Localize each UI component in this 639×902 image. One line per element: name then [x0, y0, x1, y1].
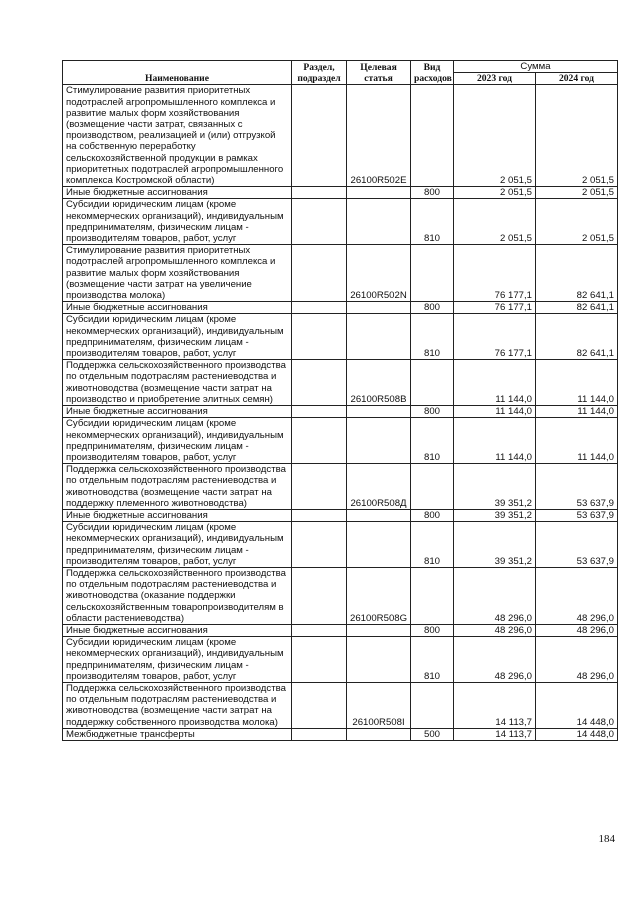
table-row: [63, 245, 618, 302]
row-2023: 11 144,0: [454, 418, 536, 464]
row-name: Иные бюджетные ассигнования: [63, 302, 292, 314]
row-type: [411, 85, 454, 187]
table-row: [63, 637, 618, 683]
row-target: 26100R502N: [347, 245, 411, 302]
row-target: 26100R502E: [347, 85, 411, 187]
row-2024: 48 296,0: [536, 624, 618, 636]
row-target: [347, 624, 411, 636]
row-section: [292, 406, 347, 418]
row-section: [292, 314, 347, 360]
row-type: 800: [411, 624, 454, 636]
row-section: [292, 624, 347, 636]
row-2023: 48 296,0: [454, 624, 536, 636]
row-type: [411, 682, 454, 728]
row-2024: 48 296,0: [536, 637, 618, 683]
row-target: 26100R508B: [347, 360, 411, 406]
row-type: 800: [411, 509, 454, 521]
row-section: [292, 522, 347, 568]
row-section: [292, 567, 347, 624]
row-type: 800: [411, 187, 454, 199]
table-row: [63, 360, 618, 406]
row-section: [292, 302, 347, 314]
row-2024: 11 144,0: [536, 418, 618, 464]
row-type: [411, 360, 454, 406]
row-type: 500: [411, 728, 454, 740]
row-type: 810: [411, 637, 454, 683]
row-name: Поддержка сельскохозяйственного производства по отдельным подотраслям растениеводства и животноводства (возмещение части затрат на поддержку собственного производства молока): [63, 682, 292, 728]
row-2024: 53 637,9: [536, 509, 618, 521]
header-2024: 2024 год: [536, 73, 618, 85]
row-section: [292, 85, 347, 187]
header-type: Вид расходов: [411, 61, 454, 85]
row-2024: 2 051,5: [536, 187, 618, 199]
row-name: Иные бюджетные ассигнования: [63, 509, 292, 521]
header-name: Наименование: [63, 61, 292, 85]
table-header-row: [63, 61, 618, 73]
budget-table: [62, 60, 618, 741]
row-name: Субсидии юридическим лицам (кроме некоммерческих организаций), индивидуальным предпринимателям, физическим лицам - производителям товаров, работ, услуг: [63, 418, 292, 464]
row-type: [411, 464, 454, 510]
row-section: [292, 418, 347, 464]
row-type: 810: [411, 418, 454, 464]
row-2023: 76 177,1: [454, 314, 536, 360]
row-type: 810: [411, 314, 454, 360]
page-number: 184: [598, 833, 615, 845]
table-row: [63, 728, 618, 740]
row-target: [347, 406, 411, 418]
table-row: [63, 624, 618, 636]
row-2024: 53 637,9: [536, 464, 618, 510]
table-row: [63, 464, 618, 510]
row-type: [411, 245, 454, 302]
row-section: [292, 728, 347, 740]
row-2023: 2 051,5: [454, 199, 536, 245]
row-name: Межбюджетные трансферты: [63, 728, 292, 740]
row-2024: 14 448,0: [536, 728, 618, 740]
row-2024: 82 641,1: [536, 302, 618, 314]
row-target: [347, 187, 411, 199]
row-type: 810: [411, 199, 454, 245]
header-target: Целевая статья: [347, 61, 411, 85]
row-2023: 2 051,5: [454, 85, 536, 187]
header-section: Раздел, подраздел: [292, 61, 347, 85]
row-name: Субсидии юридическим лицам (кроме некоммерческих организаций), индивидуальным предпринимателям, физическим лицам - производителям товаров, работ, услуг: [63, 314, 292, 360]
row-2023: 11 144,0: [454, 406, 536, 418]
row-target: 26100R508I: [347, 682, 411, 728]
row-2023: 48 296,0: [454, 567, 536, 624]
row-target: [347, 314, 411, 360]
row-2023: 39 351,2: [454, 522, 536, 568]
row-2023: 76 177,1: [454, 245, 536, 302]
header-2023: 2023 год: [454, 73, 536, 85]
row-2024: 53 637,9: [536, 522, 618, 568]
row-2023: 14 113,7: [454, 682, 536, 728]
row-name: Иные бюджетные ассигнования: [63, 624, 292, 636]
table-row: [63, 567, 618, 624]
table-row: [63, 522, 618, 568]
row-section: [292, 187, 347, 199]
row-target: [347, 199, 411, 245]
header-sum: Сумма: [454, 61, 618, 73]
row-name: Стимулирование развития приоритетных подотраслей агропромышленного комплекса и развитие малых форм хозяйствования (возмещение части затрат, связанных с производством, реализацией и (или) отгрузкой на собственную переработку сельскохозяйственной продукции в рамках приоритетных подотраслей агропромышленного комплекса Костромской области): [63, 85, 292, 187]
row-target: [347, 509, 411, 521]
row-target: [347, 637, 411, 683]
row-name: Поддержка сельскохозяйственного производства по отдельным подотраслям растениеводства и животноводства (возмещение части затрат на поддержку племенного животноводства): [63, 464, 292, 510]
row-section: [292, 245, 347, 302]
row-name: Иные бюджетные ассигнования: [63, 187, 292, 199]
table-row: [63, 187, 618, 199]
row-target: [347, 522, 411, 568]
row-target: 26100R508G: [347, 567, 411, 624]
row-name: Поддержка сельскохозяйственного производства по отдельным подотраслям растениеводства и животноводства (оказание поддержки сельскохозяйственным товаропроизводителям в области растениеводства): [63, 567, 292, 624]
row-2024: 2 051,5: [536, 199, 618, 245]
row-section: [292, 360, 347, 406]
row-section: [292, 509, 347, 521]
row-name: Стимулирование развития приоритетных подотраслей агропромышленного комплекса и развитие малых форм хозяйствования (возмещение части затрат на увеличение производства молока): [63, 245, 292, 302]
row-section: [292, 199, 347, 245]
row-name: Субсидии юридическим лицам (кроме некоммерческих организаций), индивидуальным предпринимателям, физическим лицам - производителям товаров, работ, услуг: [63, 199, 292, 245]
table-body: [63, 85, 618, 741]
table-row: [63, 199, 618, 245]
row-name: Субсидии юридическим лицам (кроме некоммерческих организаций), индивидуальным предпринимателям, физическим лицам - производителям товаров, работ, услуг: [63, 522, 292, 568]
row-section: [292, 682, 347, 728]
row-section: [292, 637, 347, 683]
row-2024: 48 296,0: [536, 567, 618, 624]
table-row: [63, 85, 618, 187]
table-row: [63, 682, 618, 728]
row-2023: 14 113,7: [454, 728, 536, 740]
table-row: [63, 418, 618, 464]
row-type: 810: [411, 522, 454, 568]
row-type: [411, 567, 454, 624]
row-name: Субсидии юридическим лицам (кроме некоммерческих организаций), индивидуальным предпринимателям, физическим лицам - производителям товаров, работ, услуг: [63, 637, 292, 683]
table-row: [63, 302, 618, 314]
row-2024: 14 448,0: [536, 682, 618, 728]
row-2024: 82 641,1: [536, 245, 618, 302]
row-2024: 11 144,0: [536, 360, 618, 406]
row-2023: 2 051,5: [454, 187, 536, 199]
row-2023: 39 351,2: [454, 509, 536, 521]
row-name: Иные бюджетные ассигнования: [63, 406, 292, 418]
row-2024: 11 144,0: [536, 406, 618, 418]
row-target: [347, 302, 411, 314]
row-type: 800: [411, 406, 454, 418]
row-2023: 76 177,1: [454, 302, 536, 314]
row-2024: 82 641,1: [536, 314, 618, 360]
table-row: [63, 406, 618, 418]
row-2023: 11 144,0: [454, 360, 536, 406]
row-target: [347, 418, 411, 464]
row-name: Поддержка сельскохозяйственного производства по отдельным подотраслям растениеводства и животноводства (возмещение части затрат на производство и приобретение элитных семян): [63, 360, 292, 406]
row-type: 800: [411, 302, 454, 314]
row-2024: 2 051,5: [536, 85, 618, 187]
row-section: [292, 464, 347, 510]
row-2023: 48 296,0: [454, 637, 536, 683]
row-2023: 39 351,2: [454, 464, 536, 510]
row-target: 26100R508Д: [347, 464, 411, 510]
row-target: [347, 728, 411, 740]
table-row: [63, 509, 618, 521]
table-row: [63, 314, 618, 360]
